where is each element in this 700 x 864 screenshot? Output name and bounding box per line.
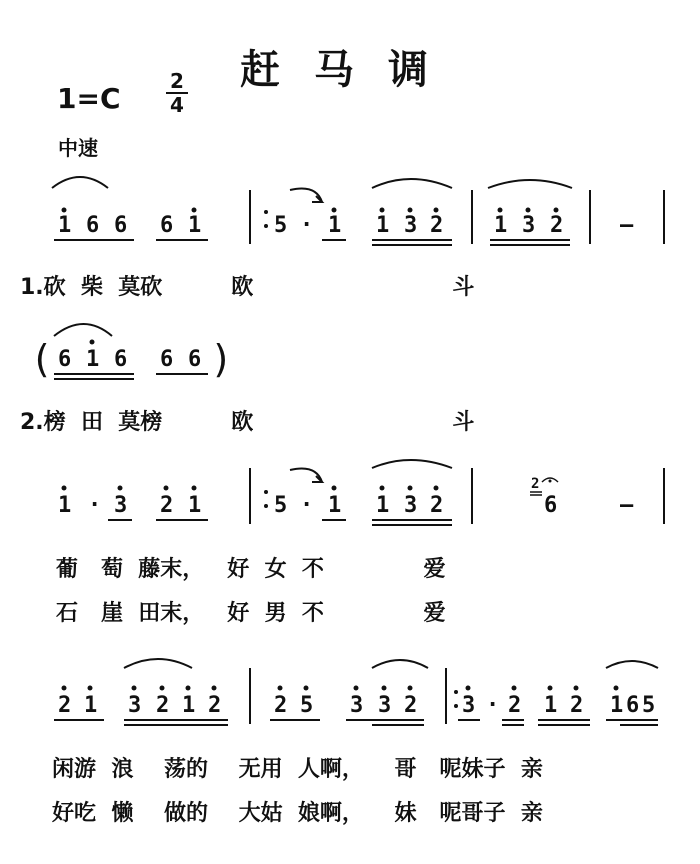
- notation-line-2: [30, 324, 233, 381]
- lyrics-verse1-line3: 闲游 浪 荡的 无用 人啊， 哥 呢妹子 亲: [52, 757, 543, 782]
- lyrics-verse2-line3: 好吃 懒 做的 大姑 娘啊， 妹 呢哥子 亲: [52, 801, 543, 826]
- high-octave-dot: [380, 208, 385, 213]
- paren-close: ): [210, 337, 233, 381]
- time-signature-bottom: 4: [170, 93, 184, 117]
- high-octave-dot: [62, 486, 67, 491]
- slur: [606, 661, 658, 668]
- note: 1: [328, 213, 342, 238]
- note: 5: [274, 493, 288, 518]
- note: 6: [160, 213, 174, 238]
- repeat-dot: [454, 704, 458, 708]
- high-octave-dot: [186, 686, 191, 691]
- high-octave-dot: [380, 486, 385, 491]
- high-octave-dot: [408, 686, 413, 691]
- note: 2: [430, 493, 444, 518]
- slur-arrow: [290, 189, 322, 203]
- note: 6: [86, 213, 100, 238]
- note: 1: [188, 493, 202, 518]
- slur: [372, 460, 452, 468]
- repeat-dot: [264, 490, 268, 494]
- note: 2: [508, 693, 522, 718]
- high-octave-dot: [408, 208, 413, 213]
- paren-open: (: [30, 337, 53, 381]
- lyrics-verse2-line1: 2.榜 田 莫榜 欧 斗: [20, 410, 475, 435]
- high-octave-dot: [548, 686, 553, 691]
- high-octave-dot: [62, 686, 67, 691]
- notation-line-3: [58, 460, 664, 525]
- note: 3: [114, 493, 128, 518]
- notation-line-4: [54, 659, 658, 725]
- song-title: 赶马调: [240, 46, 462, 93]
- note: 6: [544, 493, 558, 518]
- high-octave-dot: [192, 486, 197, 491]
- high-octave-dot: [304, 686, 309, 691]
- high-octave-dot: [164, 486, 169, 491]
- note: 6: [58, 347, 72, 372]
- time-signature-top: 2: [170, 69, 184, 93]
- note: 1: [328, 493, 342, 518]
- lyrics-verse1-line1: 1.砍 柴 莫砍 欧 斗: [20, 275, 475, 300]
- high-octave-dot: [614, 686, 619, 691]
- high-octave-dot: [332, 208, 337, 213]
- tempo-marking: 中速: [58, 136, 98, 160]
- note: 3: [378, 693, 392, 718]
- high-octave-dot: [118, 486, 123, 491]
- note: 1: [58, 213, 72, 238]
- high-octave-dot: [90, 340, 95, 345]
- high-octave-dot: [192, 208, 197, 213]
- high-octave-dot: [554, 208, 559, 213]
- high-octave-dot: [526, 208, 531, 213]
- note: 2: [430, 213, 444, 238]
- lyrics-verse2-line2: 石 崖 田末， 好 男 不 爱: [56, 601, 446, 626]
- note: 6: [114, 213, 128, 238]
- fermata-dot: [549, 480, 552, 483]
- high-octave-dot: [408, 486, 413, 491]
- high-octave-dot: [512, 686, 517, 691]
- high-octave-dot: [354, 686, 359, 691]
- dash: —: [620, 213, 634, 238]
- repeat-dot: [264, 224, 268, 228]
- note: 2: [570, 693, 584, 718]
- note: 2: [274, 693, 288, 718]
- slur: [372, 179, 452, 188]
- high-octave-dot: [434, 486, 439, 491]
- dot: ·: [88, 493, 102, 518]
- note: 6: [114, 347, 128, 372]
- note: 2: [156, 693, 170, 718]
- note: 1: [494, 213, 508, 238]
- note: 1: [182, 693, 196, 718]
- note: 3: [462, 693, 476, 718]
- dot: ·: [300, 213, 314, 238]
- note: 1: [544, 693, 558, 718]
- note: 2: [404, 693, 418, 718]
- slur: [54, 324, 112, 336]
- high-octave-dot: [88, 686, 93, 691]
- note: 3: [128, 693, 142, 718]
- note: 1: [188, 213, 202, 238]
- lyrics-verse1-line2: 葡 萄 藤末， 好 女 不 爱: [56, 557, 446, 582]
- note: 1: [84, 693, 98, 718]
- slur: [372, 660, 428, 668]
- high-octave-dot: [574, 686, 579, 691]
- slur: [488, 180, 572, 188]
- note: 2: [160, 493, 174, 518]
- note: 3: [522, 213, 536, 238]
- note: 5: [274, 213, 288, 238]
- note: 3: [404, 213, 418, 238]
- high-octave-dot: [62, 208, 67, 213]
- slur: [124, 659, 192, 668]
- note: 6: [188, 347, 202, 372]
- note: 2: [550, 213, 564, 238]
- slur: [52, 177, 108, 188]
- note: 1: [376, 493, 390, 518]
- high-octave-dot: [434, 208, 439, 213]
- note: 1: [86, 347, 100, 372]
- key-signature: 1=C: [57, 82, 121, 115]
- dot: ·: [486, 693, 500, 718]
- high-octave-dot: [498, 208, 503, 213]
- repeat-dot: [264, 504, 268, 508]
- slur-arrow: [290, 469, 322, 483]
- high-octave-dot: [466, 686, 471, 691]
- notation-line-1: [52, 177, 664, 245]
- note: 1: [610, 693, 624, 718]
- dash: —: [620, 493, 634, 518]
- grace-note: 2: [531, 476, 540, 492]
- note: 2: [208, 693, 222, 718]
- note: 1: [58, 493, 72, 518]
- note: 3: [404, 493, 418, 518]
- repeat-dot: [454, 690, 458, 694]
- high-octave-dot: [332, 486, 337, 491]
- note: 3: [350, 693, 364, 718]
- high-octave-dot: [132, 686, 137, 691]
- note: 5: [642, 693, 656, 718]
- note: 5: [300, 693, 314, 718]
- note: 2: [58, 693, 72, 718]
- high-octave-dot: [382, 686, 387, 691]
- note: 6: [160, 347, 174, 372]
- high-octave-dot: [160, 686, 165, 691]
- note: 1: [376, 213, 390, 238]
- high-octave-dot: [278, 686, 283, 691]
- note: 6: [626, 693, 640, 718]
- repeat-dot: [264, 210, 268, 214]
- high-octave-dot: [212, 686, 217, 691]
- dot: ·: [300, 493, 314, 518]
